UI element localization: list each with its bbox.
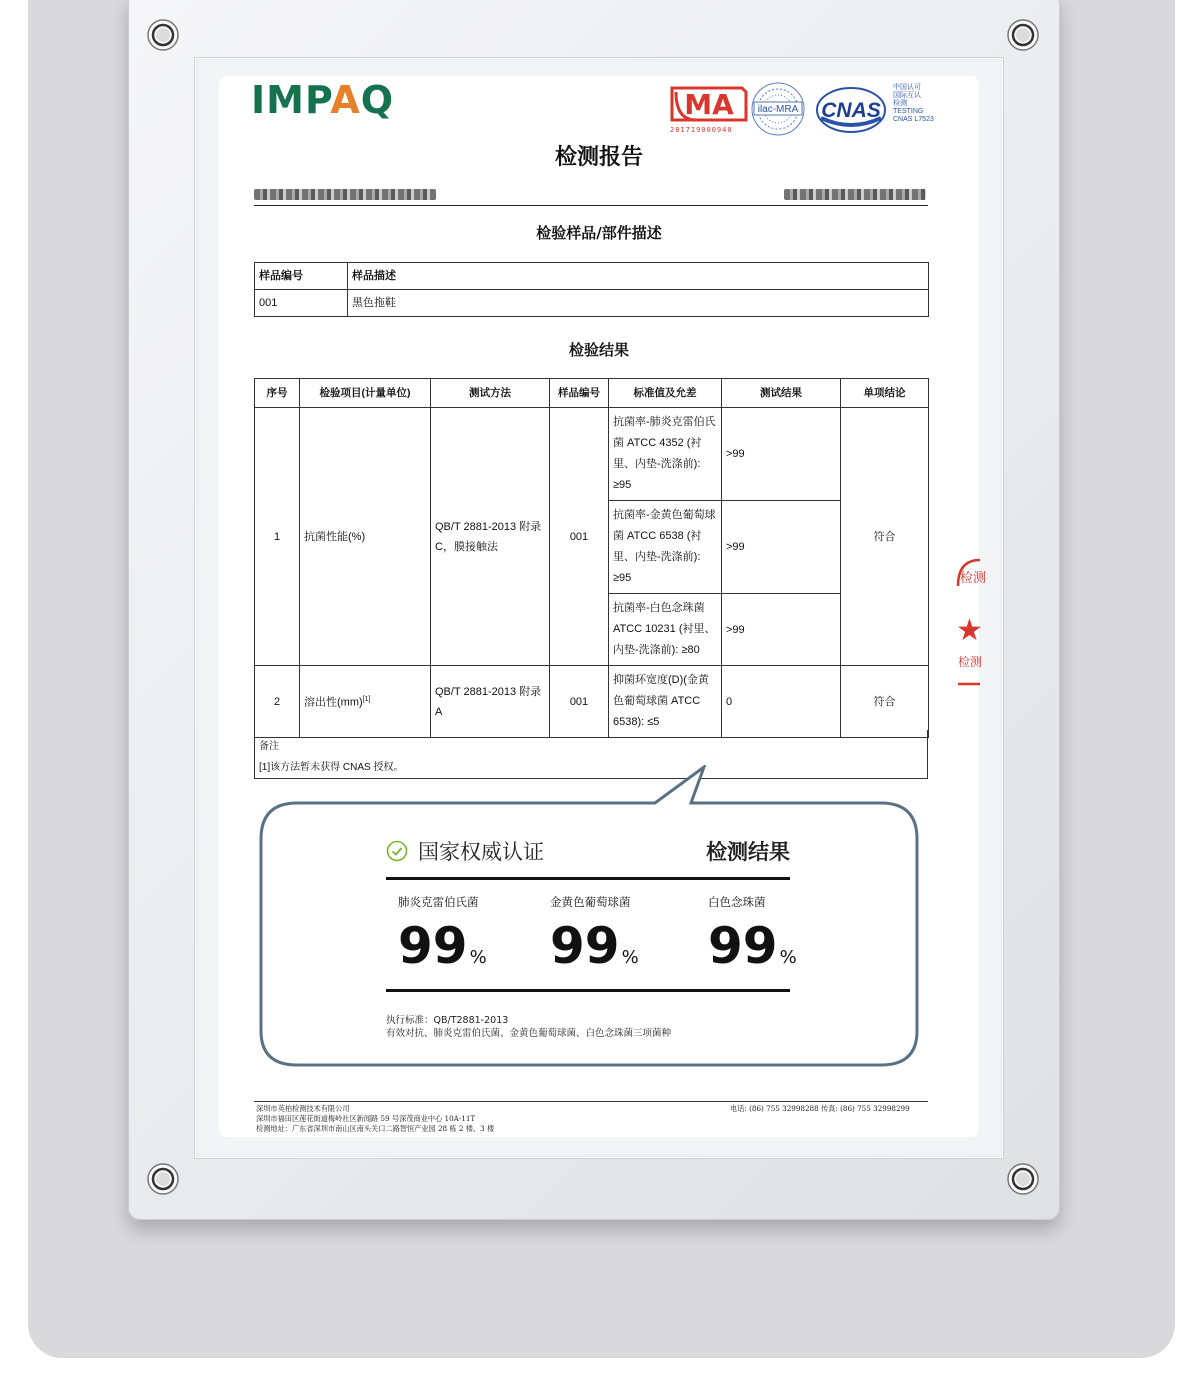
authority-certification xyxy=(386,836,544,866)
col-standard: 标准值及允差 xyxy=(609,379,722,408)
footer-contact: 电话: (86) 755 32998288 传真: (86) 755 32998299 xyxy=(730,1104,910,1113)
row1-sample: 001 xyxy=(550,408,609,666)
sample-col-desc: 样品描述 xyxy=(348,263,929,290)
col-method: 测试方法 xyxy=(431,379,550,408)
col-sample: 样品编号 xyxy=(550,379,609,408)
footer-address: 深圳市英柏检测技术有限公司 深圳市福田区莲花街道梅岭社区新闻路 59 号深茂商业中心 10A-11T 检测地址：广东省深圳市南山区南头关口二路智恒产业园 28 栋 2 楼、3 楼 xyxy=(256,1104,495,1133)
stat-label: 肺炎克雷伯氏菌 xyxy=(398,895,479,909)
screw-icon xyxy=(1007,19,1039,51)
stat-value: 99 % xyxy=(708,917,797,975)
check-circle-icon xyxy=(386,840,408,862)
stat-staphylococcus xyxy=(550,894,700,975)
row2-item: 溶出性(mm)[1] xyxy=(300,666,431,738)
sample-section-title: 检验样品/部件描述 xyxy=(536,224,662,242)
table-row xyxy=(255,666,929,738)
sample-number: 001 xyxy=(255,290,348,317)
col-item: 检验项目(计量单位) xyxy=(300,379,431,408)
svg-text:检测: 检测 xyxy=(960,571,986,586)
top-divider xyxy=(386,877,790,880)
bottom-divider xyxy=(386,989,790,992)
stat-value: 99 % xyxy=(398,917,487,975)
svg-text:ilac-MRA: ilac-MRA xyxy=(757,104,799,115)
row1-result-3: >99 xyxy=(722,594,841,666)
row1-result-2: >99 xyxy=(722,501,841,594)
red-seal-stamp xyxy=(950,556,986,692)
effect-line: 有效对抗、肺炎克雷伯氏菌、金黄色葡萄球菌、白色念珠菌三项菌种 xyxy=(386,1028,672,1039)
svg-text:检测: 检测 xyxy=(958,655,983,669)
standard-line: 执行标准：QB/T2881-2013 xyxy=(386,1015,509,1026)
stat-value: 99 % xyxy=(550,917,639,975)
authority-label: 国家权威认证 xyxy=(418,840,544,864)
report-title: 检测报告 xyxy=(554,144,643,170)
col-result: 测试结果 xyxy=(722,379,841,408)
footer-rule xyxy=(254,1101,928,1102)
redacted-report-date xyxy=(784,189,926,200)
sample-col-number: 样品编号 xyxy=(255,263,348,290)
ilac-mra-logo xyxy=(752,83,804,135)
stat-label: 白色念珠菌 xyxy=(708,895,766,909)
row1-result-1: >99 xyxy=(722,408,841,501)
results-section-title: 检验结果 xyxy=(568,341,629,359)
row1-item: 抗菌性能(%) xyxy=(300,408,431,666)
header-rule xyxy=(254,205,928,206)
stat-label: 金黄色葡萄球菌 xyxy=(550,895,631,909)
screw-icon xyxy=(147,19,179,51)
cma-number: 201719000940 xyxy=(670,126,733,134)
row2-sample: 001 xyxy=(550,666,609,738)
row2-result: 0 xyxy=(722,666,841,738)
cma-logo xyxy=(672,88,746,121)
sample-table xyxy=(254,262,929,317)
screw-icon xyxy=(147,1163,179,1195)
remarks-text: [1]该方法暂未获得 CNAS 授权。 xyxy=(259,762,404,773)
row1-standard-3: 抗菌率-白色念珠菌 ATCC 10231 (衬里、内垫-洗涤前): ≥80 xyxy=(609,594,722,666)
row1-method: QB/T 2881-2013 附录C，膜接触法 xyxy=(431,408,550,666)
cnas-logo xyxy=(817,88,885,132)
row2-method: QB/T 2881-2013 附录A xyxy=(431,666,550,738)
results-table xyxy=(254,378,929,738)
row1-conclusion: 符合 xyxy=(841,408,929,666)
remarks-label: 备注 xyxy=(259,741,279,752)
svg-text:★: ★ xyxy=(956,613,983,648)
redacted-report-number xyxy=(254,189,436,200)
svg-text:CNAS: CNAS xyxy=(821,99,881,122)
impaq-logo: IMPAQ xyxy=(251,78,395,122)
screw-icon xyxy=(1007,1163,1039,1195)
row1-standard-2: 抗菌率-金黄色葡萄球菌 ATCC 6538 (衬里、内垫-洗涤前): ≥95 xyxy=(609,501,722,594)
row2-standard: 抑菌环宽度(D)(金黄色葡萄球菌 ATCC 6538): ≤5 xyxy=(609,666,722,738)
result-label: 检测结果 xyxy=(706,840,790,864)
svg-text:MA: MA xyxy=(684,88,734,121)
col-conclusion: 单项结论 xyxy=(841,379,929,408)
row2-no: 2 xyxy=(255,666,300,738)
standard-note xyxy=(386,1014,671,1040)
table-row xyxy=(255,408,929,501)
row2-conclusion: 符合 xyxy=(841,666,929,738)
row1-standard-1: 抗菌率-肺炎克雷伯氏菌 ATCC 4352 (衬里、内垫-洗涤前): ≥95 xyxy=(609,408,722,501)
stat-candida xyxy=(708,894,858,975)
col-no: 序号 xyxy=(255,379,300,408)
row1-no: 1 xyxy=(255,408,300,666)
cnas-side-text: 中国认可 国际互认 检测 TESTING CNAS L7523 xyxy=(893,84,934,123)
stat-klebsiella xyxy=(398,894,548,975)
sample-desc: 黑色拖鞋 xyxy=(348,290,929,317)
